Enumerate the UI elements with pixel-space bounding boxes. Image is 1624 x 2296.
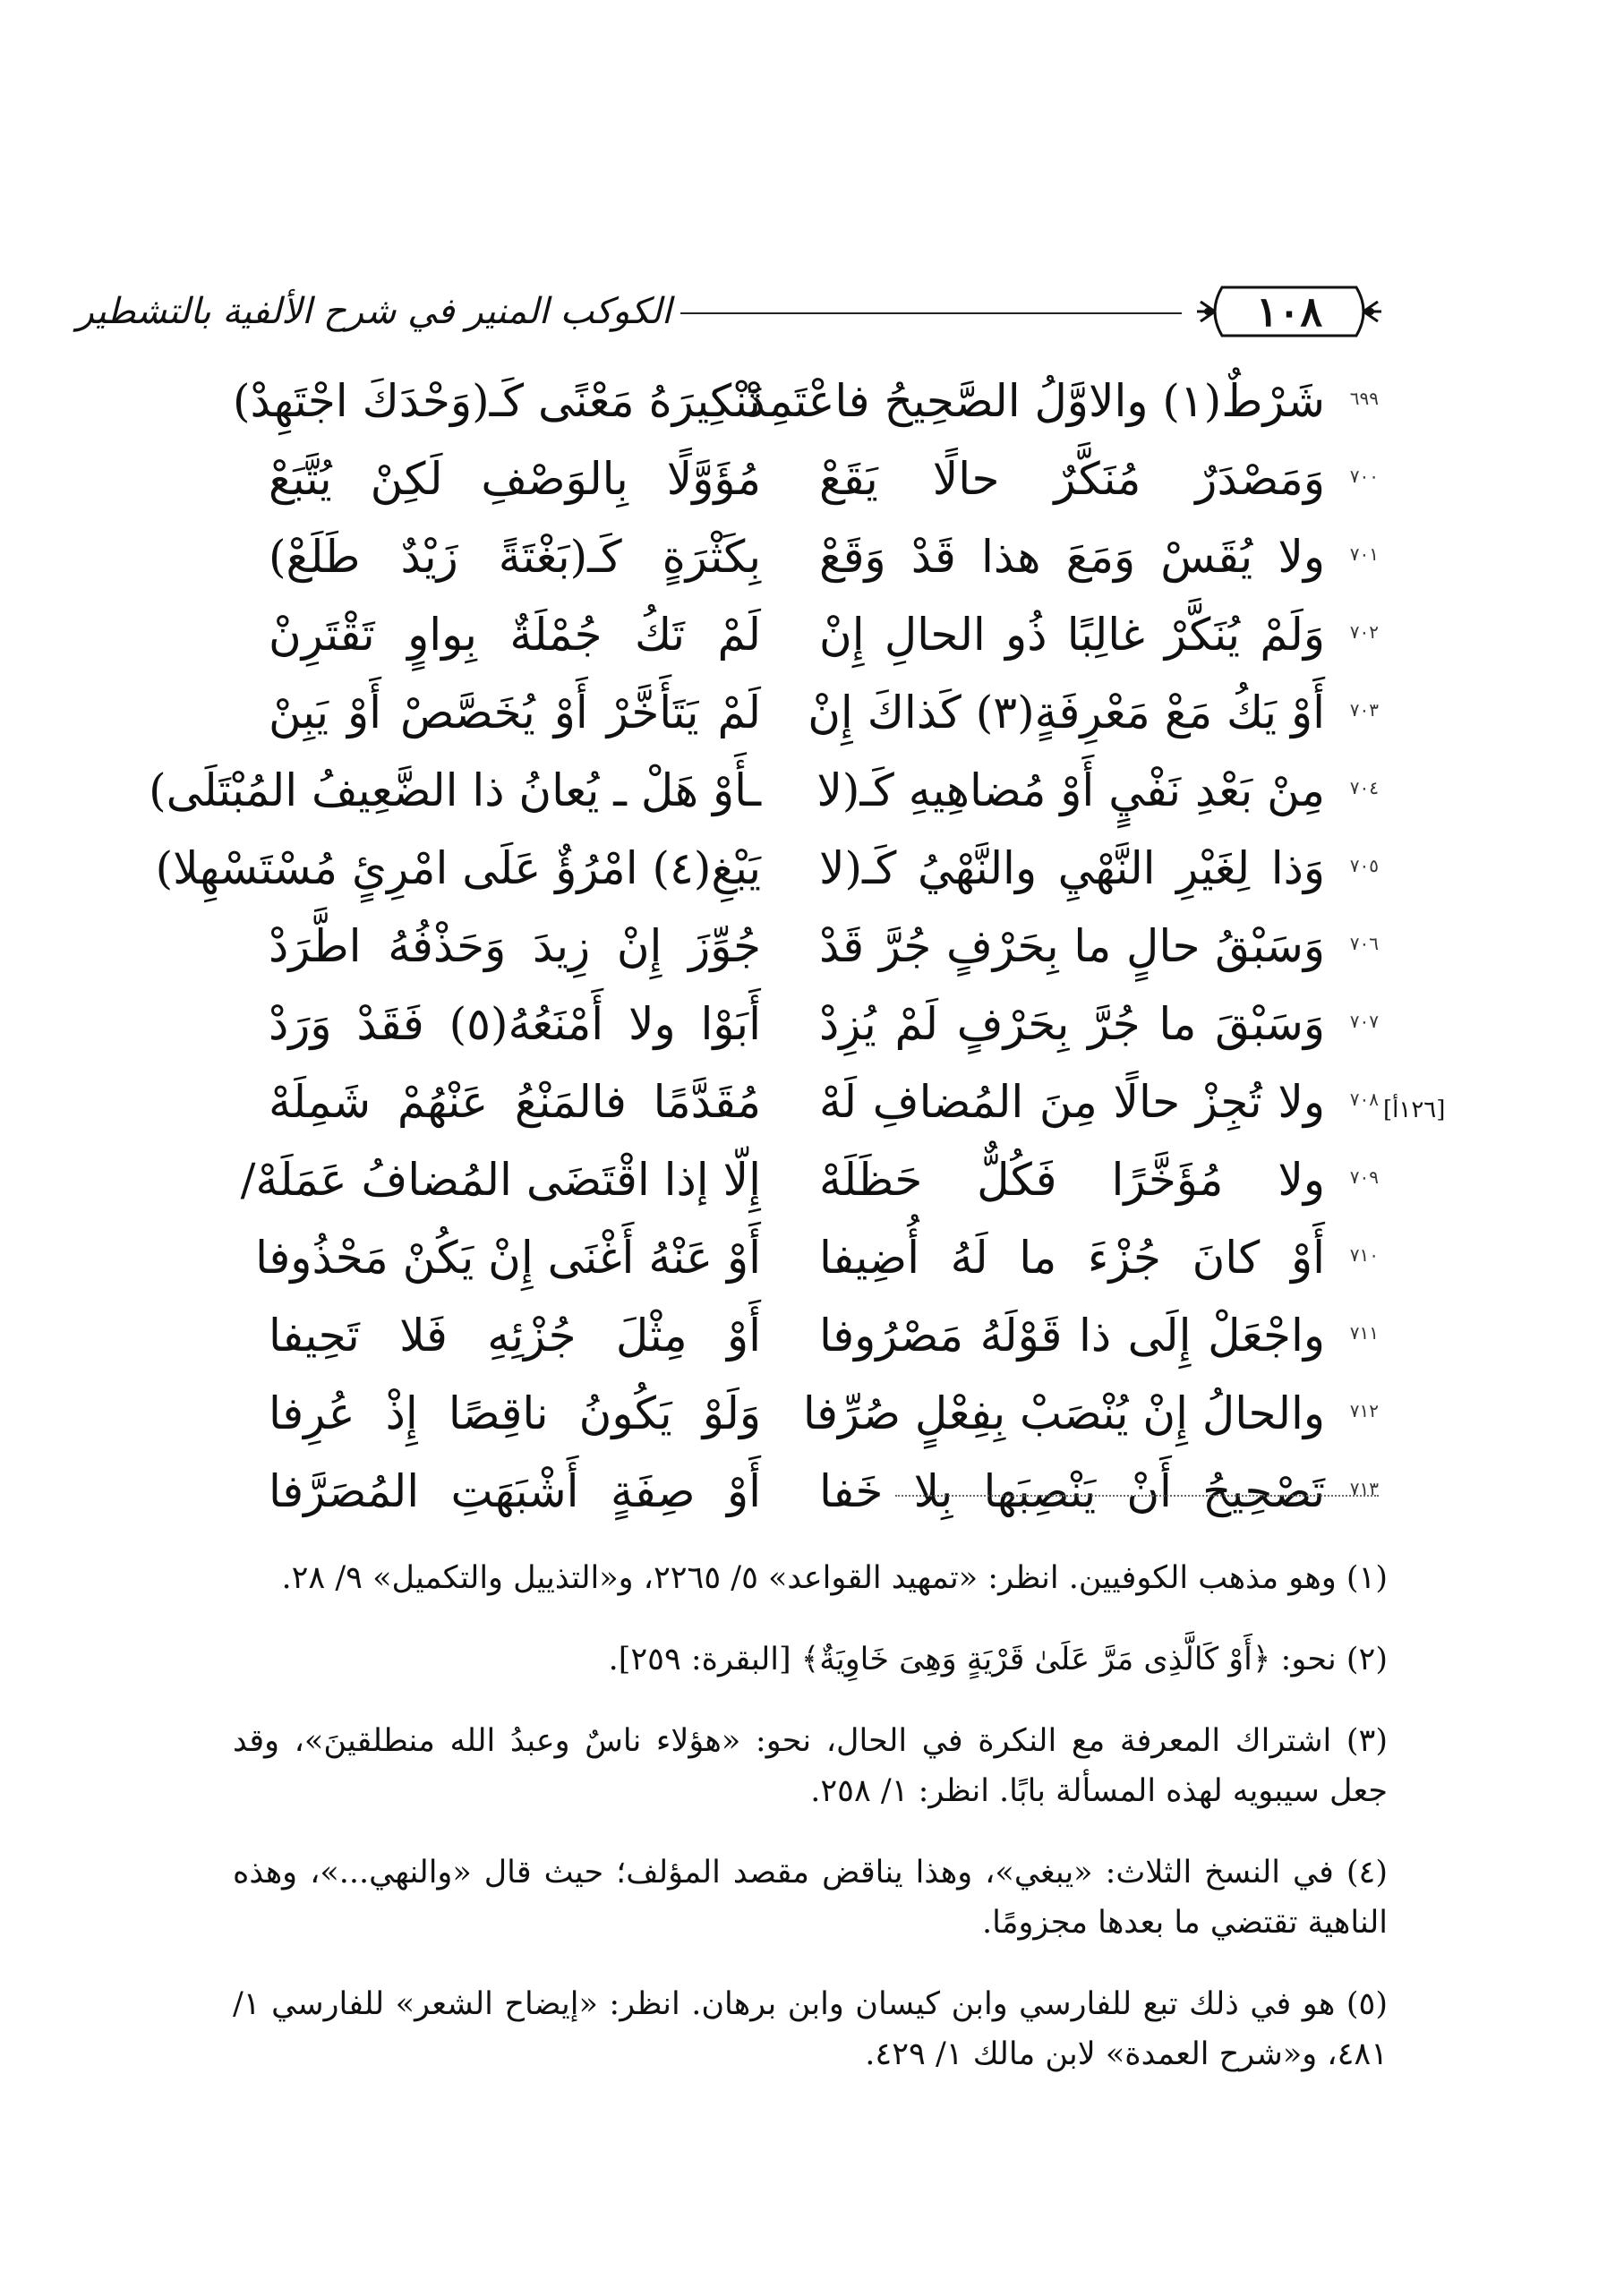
verse-row xyxy=(269,518,1379,596)
verse-number: ٧٠٨ xyxy=(1349,1088,1379,1110)
verse-first-hemistich: شَرْطٌ(١) والاوَّلُ الصَّحِيحُ فاعْتَمِدْ xyxy=(745,375,1325,427)
verse-number: ٧٠٢ xyxy=(1349,621,1379,643)
verse-number: ٦٩٩ xyxy=(1349,388,1379,409)
verse-first-hemistich: وَمَصْدَرٌ مُنَكَّرٌ حالًا يَقَعْ xyxy=(819,453,1325,505)
verse-first-hemistich: وَسَبْقَ ما جُرَّ بِحَرْفٍ لَمْ يُزِدْ xyxy=(819,998,1325,1050)
verse-row xyxy=(269,1453,1379,1531)
verse-row xyxy=(255,1219,1379,1297)
book-title: الكوكب المنير في شرح الألفية بالتشطير xyxy=(76,291,671,332)
verse-second-hemistich: تَنْكِيرَهُ مَعْنًى كَـ(وَحْدَكَ اجْتَهِدْ) xyxy=(233,375,761,427)
footnote: (٤) في النسخ الثلاث: «يبغي»، وهذا يناقض مقصد المؤلف؛ حيث قال «والنهي...»، وهذه الناهية تقتضي ما بعدها مجزومًا. xyxy=(233,1855,1388,1941)
verse-second-hemistich: أَوْ صِفَةٍ أَشْبَهَتِ المُصَرَّفا xyxy=(269,1465,761,1517)
verse-first-hemistich: وَسَبْقُ حالٍ ما بِحَرْفٍ جُرَّ قَدْ xyxy=(819,920,1325,972)
verse-second-hemistich: مُقَدَّمًا فالمَنْعُ عَنْهُمْ شَمِلَهْ xyxy=(269,1076,761,1128)
header-rule xyxy=(680,312,1182,314)
verse-row xyxy=(149,752,1379,830)
verse-number: ٧٠٠ xyxy=(1349,465,1379,487)
verse-row xyxy=(269,1297,1379,1375)
running-header xyxy=(76,282,1383,345)
verse-first-hemistich: ولا تُجِزْ حالًا مِنَ المُضافِ لَهْ xyxy=(819,1076,1325,1128)
footnotes xyxy=(233,1522,1388,2083)
footnote: (٢) نحو: ﴿أَوْ كَالَّذِى مَرَّ عَلَىٰ قَرْيَةٍ وَهِىَ خَاوِيَةٌ﴾ [البقرة: ٢٥٩]. xyxy=(608,1642,1388,1677)
verse-first-hemistich: وَذا لِغَيْرِ النَّهْيِ والنَّهْيُ كَـ(لا xyxy=(819,842,1325,894)
verse-first-hemistich: مِنْ بَعْدِ نَفْيٍ أَوْ مُضاهِيهِ كَـ(لا xyxy=(816,764,1325,816)
verse-row xyxy=(269,1375,1379,1453)
footnote: (٣) اشتراك المعرفة مع النكرة في الحال، نحو: «هؤلاء ناسٌ وعبدُ الله منطلقينَ»، وقد جعل سيبويه لهذه المسألة بابًا. انظر: ١/ ٢٥٨. xyxy=(233,1723,1388,1809)
verse-number: ٧١١ xyxy=(1349,1322,1379,1344)
verse-row xyxy=(155,830,1379,908)
verse-first-hemistich: واجْعَلْ إِلَى ذا قَوْلَهُ مَصْرُوفا xyxy=(819,1310,1325,1361)
verse-number: ٧٠٤ xyxy=(1349,777,1379,798)
verse-row xyxy=(233,363,1379,440)
verse-row xyxy=(269,440,1379,518)
verse-second-hemistich: وَلَوْ يَكُونُ ناقِصًا إِذْ عُرِفا xyxy=(269,1387,761,1439)
verse-row xyxy=(269,674,1379,752)
verse-row xyxy=(240,1141,1379,1219)
verse-second-hemistich: بِكَثْرَةٍ كَـ(بَغْتَةً زَيْدٌ طَلَعْ) xyxy=(269,531,761,583)
manuscript-folio-reference: [١٢٦أ] xyxy=(1383,1097,1446,1123)
verse-row xyxy=(269,986,1379,1063)
verse-number: ٧٠٥ xyxy=(1349,855,1379,876)
verse-first-hemistich: والحالُ إِنْ يُنْصَبْ بِفِعْلٍ صُرِّفا xyxy=(802,1387,1325,1439)
verse-first-hemistich: أَوْ يَكُ مَعْ مَعْرِفَةٍ(٣) كَذاكَ إِنْ xyxy=(808,687,1325,738)
verse-second-hemistich: أَوْ مِثْلَ جُزْئِهِ فَلا تَحِيفا xyxy=(269,1310,761,1361)
verse-second-hemistich: أَبَوْا ولا أَمْنَعُهُ(٥) فَقَدْ وَرَدْ xyxy=(269,998,761,1050)
verse-first-hemistich: ولا يُقَسْ وَمَعَ هذا قَدْ وَقَعْ xyxy=(819,531,1325,583)
verse-row xyxy=(269,1063,1379,1141)
verse-number: ٧٠٩ xyxy=(1349,1166,1379,1188)
page-number-badge xyxy=(1195,282,1383,341)
verse-second-hemistich: إِلّا إذا اقْتَضَى المُضافُ عَمَلَهْ/ xyxy=(240,1154,761,1206)
verse-number: ٧٠٣ xyxy=(1349,699,1379,721)
verse-first-hemistich: أَوْ كانَ جُزْءَ ما لَهُ أُضِيفا xyxy=(819,1232,1325,1284)
footnote-separator xyxy=(895,1495,1379,1497)
footnote: (٥) هو في ذلك تبع للفارسي وابن كيسان وابن برهان. انظر: «إيضاح الشعر» للفارسي ١/ ٤٨١، و«شرح العمدة» لابن مالك ١/ ٤٢٩. xyxy=(233,1986,1388,2072)
verse-number: ٧١٣ xyxy=(1349,1478,1379,1499)
verse-second-hemistich: لَمْ تَكُ جُمْلَةٌ بِواوٍ تَقْتَرِنْ xyxy=(269,609,761,661)
verse-first-hemistich: وَلَمْ يُنَكَّرْ غالِبًا ذُو الحالِ إِنْ xyxy=(819,609,1325,661)
verse-first-hemistich: ولا مُؤَخَّرًا فَكُلٌّ حَظَلَهْ xyxy=(819,1154,1325,1206)
verse-second-hemistich: ـأَوْ هَلْ ـ يُعانُ ذا الضَّعِيفُ المُبْتَلَى) xyxy=(149,764,761,816)
verse-row xyxy=(269,596,1379,674)
verse-number: ٧١٠ xyxy=(1349,1244,1379,1266)
verse-number: ٧٠٧ xyxy=(1349,1011,1379,1032)
footnote: (١) وهو مذهب الكوفيين. انظر: «تمهيد القواعد» ٥/ ٢٢٦٥، و«التذييل والتكميل» ٩/ ٢٨. xyxy=(281,1560,1388,1596)
verse-second-hemistich: يَبْغِ(٤) امْرُؤٌ عَلَى امْرِئٍ مُسْتَسْهِلا) xyxy=(155,842,761,894)
verse-number: ٧٠٦ xyxy=(1349,933,1379,954)
verse-list xyxy=(149,363,1379,1531)
verse-second-hemistich: مُؤَوَّلًا بِالوَصْفِ لَكِنْ يُتَّبَعْ xyxy=(269,453,761,505)
verse-number: ٧٠١ xyxy=(1349,543,1379,565)
verse-second-hemistich: لَمْ يَتَأَخَّرْ أَوْ يُخَصَّصْ أَوْ يَبِنْ xyxy=(269,687,761,738)
verse-row xyxy=(269,908,1379,986)
verse-second-hemistich: جُوِّزَ إِنْ زِيدَ وَحَذْفُهُ اطَّرَدْ xyxy=(269,920,761,972)
page-number: ١٠٨ xyxy=(1255,287,1323,336)
verse-second-hemistich: أَوْ عَنْهُ أَغْنَى إِنْ يَكُنْ مَحْذُوفا xyxy=(255,1232,761,1284)
verse-number: ٧١٢ xyxy=(1349,1400,1379,1421)
verse-first-hemistich: تَصْحِيحُ أَنْ يَنْصِبَها بِلا خَفا xyxy=(819,1465,1325,1517)
